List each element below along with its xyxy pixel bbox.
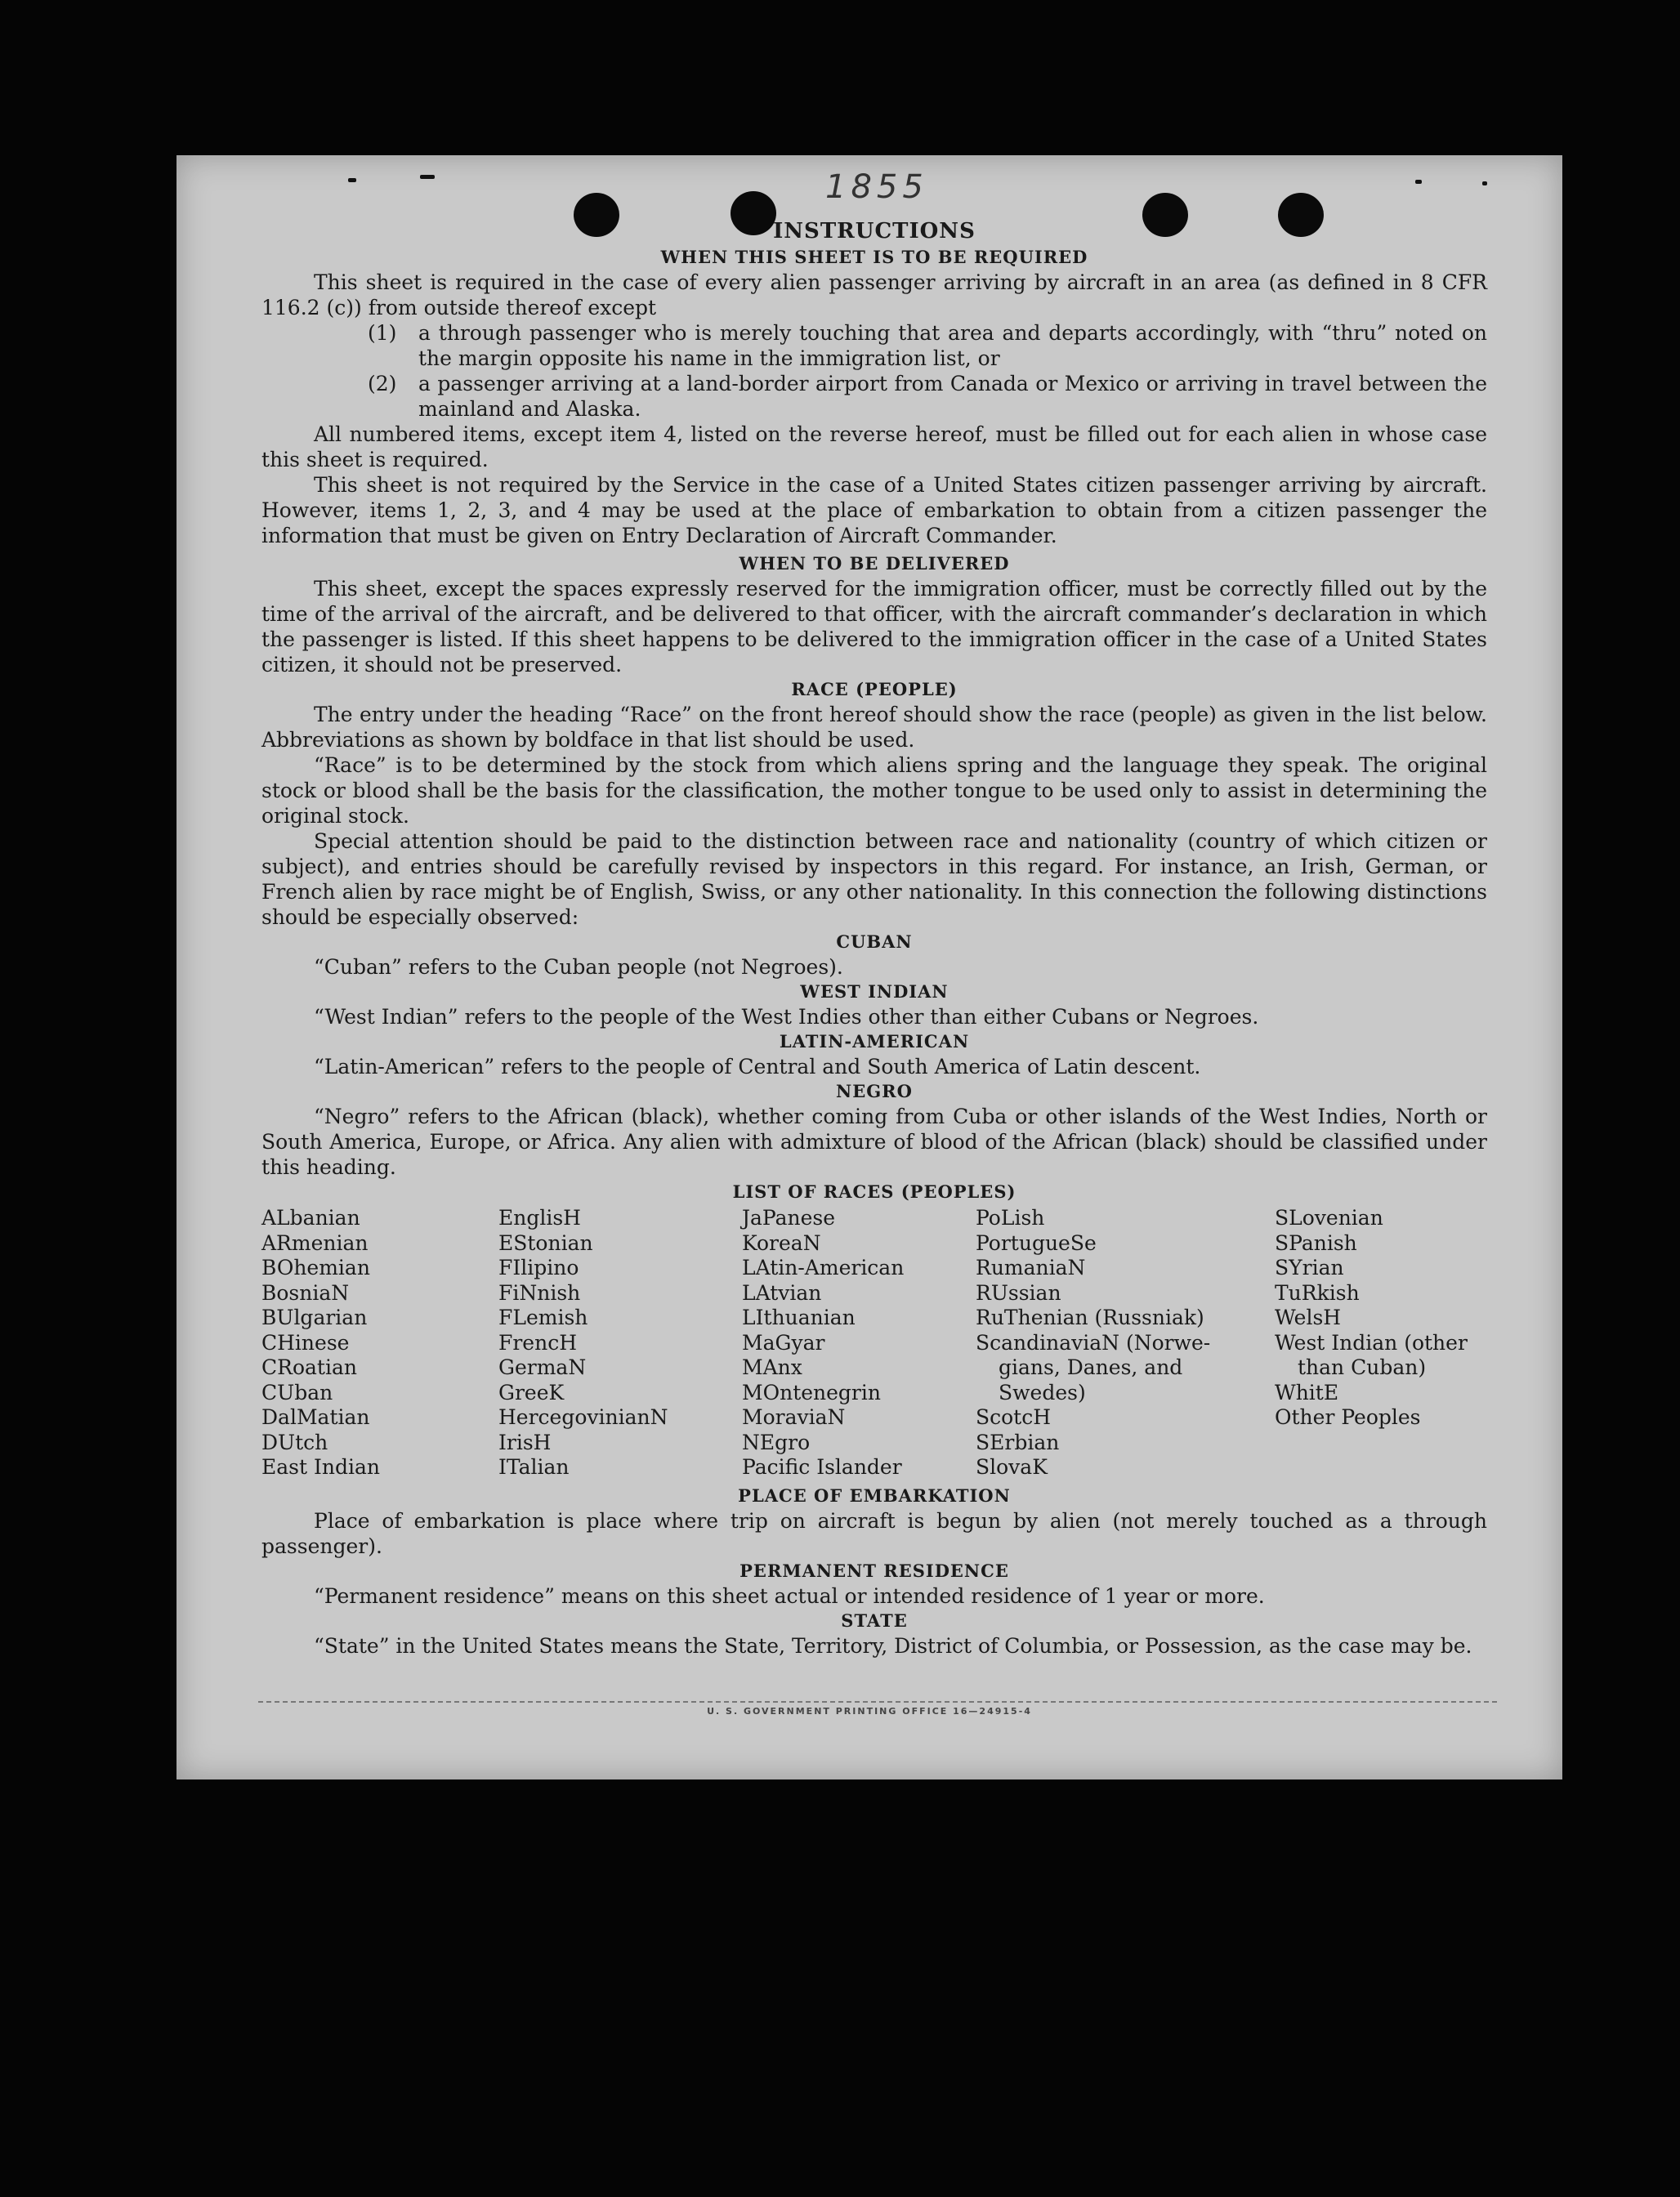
divider xyxy=(258,1701,1497,1703)
section-heading: PLACE OF EMBARKATION xyxy=(738,1485,1011,1506)
race-item: CHinese xyxy=(261,1330,350,1355)
paragraph: “Negro” refers to the African (black), whether coming from Cuba or other islands of the West Indies, North or South America, Europe, or Africa. Any alien with admixture of blood of the African (black) should be classified under this heading. xyxy=(261,1105,1487,1179)
race-item: DalMatian xyxy=(261,1405,370,1429)
race-item: FrencH xyxy=(498,1330,577,1355)
race-item: GermaN xyxy=(498,1355,587,1379)
paragraph: “State” in the United States means the State, Territory, District of Columbia, or Possession, as the case may be. xyxy=(314,1633,1472,1658)
speck-mark xyxy=(348,178,356,182)
race-item: SLovenian xyxy=(1275,1206,1383,1230)
race-item: MOntenegrin xyxy=(742,1380,881,1404)
speck-mark xyxy=(1415,180,1422,184)
race-item: ScotcH xyxy=(976,1405,1052,1429)
race-item: PoLish xyxy=(976,1206,1045,1230)
item-number: (1) xyxy=(368,321,397,345)
race-item: BosniaN xyxy=(261,1280,350,1305)
instructions-content xyxy=(261,217,1487,1659)
race-item: ITalian xyxy=(498,1455,570,1479)
paragraph: “West Indian” refers to the people of the West Indies other than either Cubans or Negroes. xyxy=(314,1005,1259,1029)
paragraph: This sheet is required in the case of every alien passenger arriving by aircraft in an area (as defined in 8 CFR 116.2 (c)) from outside thereof except xyxy=(261,270,1487,319)
race-list xyxy=(261,1206,1487,1480)
list-item xyxy=(261,371,1487,422)
section-heading: NEGRO xyxy=(836,1081,913,1101)
race-item: BOhemian xyxy=(261,1256,370,1279)
exceptions-list xyxy=(261,320,1487,422)
race-item: HercegovinianN xyxy=(498,1405,668,1429)
race-item: MaGyar xyxy=(742,1330,825,1355)
item-number: (2) xyxy=(368,372,397,395)
section-heading: WEST INDIAN xyxy=(800,981,949,1002)
paragraph: “Latin-American” refers to the people of Central and South America of Latin descent. xyxy=(314,1055,1201,1078)
race-item: CRoatian xyxy=(261,1355,357,1379)
race-item: KoreaN xyxy=(742,1230,821,1255)
race-column xyxy=(976,1206,1275,1480)
paragraph: “Permanent residence” means on this sheet actual or intended residence of 1 year or more. xyxy=(314,1583,1265,1608)
race-item: East Indian xyxy=(261,1455,380,1479)
race-item: SlovaK xyxy=(976,1455,1048,1479)
race-item: JaPanese xyxy=(742,1206,836,1230)
race-item: FLemish xyxy=(498,1306,588,1329)
race-item: WhitE xyxy=(1275,1380,1339,1404)
section-heading: STATE xyxy=(841,1610,908,1631)
section-heading: PERMANENT RESIDENCE xyxy=(739,1560,1009,1581)
paragraph: “Race” is to be determined by the stock from which aliens spring and the language they speak. The original stock or blood shall be the basis for the classification, the mother tongue to be used only to assist in determining the original stock. xyxy=(261,753,1487,828)
race-item: Other Peoples xyxy=(1275,1405,1421,1429)
race-column xyxy=(1275,1206,1487,1480)
race-item: West Indian (other xyxy=(1275,1330,1468,1355)
race-item: SYrian xyxy=(1275,1256,1344,1279)
speck-mark xyxy=(420,175,435,179)
race-item: LAtvian xyxy=(742,1280,822,1305)
race-item: PortugueSe xyxy=(976,1230,1097,1255)
section-heading: WHEN THIS SHEET IS TO BE REQUIRED xyxy=(660,247,1088,267)
handwritten-number: 1855 xyxy=(825,168,928,206)
race-item: CUban xyxy=(261,1380,333,1404)
speck-mark xyxy=(1482,181,1487,185)
document-sheet xyxy=(176,155,1562,1779)
section-heading: WHEN TO BE DELIVERED xyxy=(739,553,1010,574)
race-item: ScandinaviaN (Norwe- xyxy=(976,1330,1211,1355)
race-item: MAnx xyxy=(742,1355,802,1379)
race-item: FIlipino xyxy=(498,1256,579,1279)
race-item: GreeK xyxy=(498,1380,565,1404)
paragraph: Place of embarkation is place where trip on aircraft is begun by alien (not merely touched as a through passenger). xyxy=(261,1508,1487,1558)
item-text: a passenger arriving at a land-border airport from Canada or Mexico or arriving in travel between the mainland and Alaska. xyxy=(418,372,1487,421)
race-item: LIthuanian xyxy=(742,1306,856,1329)
paragraph: This sheet, except the spaces expressly reserved for the immigration officer, must be correctly filled out by the time of the arrival of the aircraft, and be delivered to that officer, with the aircraft commander’s declaration in which the passenger is listed. If this sheet happens to be delivered to the immigration officer in the case of a United States citizen, it should not be preserved. xyxy=(261,577,1487,677)
list-item xyxy=(261,320,1487,371)
section-heading: LIST OF RACES (PEOPLES) xyxy=(732,1181,1016,1202)
race-item: SErbian xyxy=(976,1430,1060,1454)
race-column xyxy=(498,1206,742,1480)
item-text: a through passenger who is merely touching that area and departs accordingly, with “thru” noted on the margin opposite his name in the immigration list, or xyxy=(418,321,1487,370)
race-item: RUssian xyxy=(976,1280,1061,1305)
race-column xyxy=(261,1206,498,1480)
section-heading: LATIN-AMERICAN xyxy=(779,1031,970,1052)
race-item: IrisH xyxy=(498,1430,552,1454)
race-item-continuation: Swedes) xyxy=(999,1380,1086,1404)
race-item-continuation: than Cuban) xyxy=(1298,1355,1427,1379)
printer-line: U. S. GOVERNMENT PRINTING OFFICE 16—24915-4 xyxy=(707,1706,1032,1717)
race-item: DUtch xyxy=(261,1430,328,1454)
race-item: BUlgarian xyxy=(261,1306,368,1329)
race-item: MoraviaN xyxy=(742,1405,846,1429)
section-heading: CUBAN xyxy=(836,931,913,952)
section-heading: RACE (PEOPLE) xyxy=(791,679,958,699)
race-item: NEgro xyxy=(742,1430,811,1454)
page-title: INSTRUCTIONS xyxy=(773,219,976,243)
paragraph: This sheet is not required by the Service in the case of a United States citizen passenger arriving by aircraft. However, items 1, 2, 3, and 4 may be used at the place of embarkation to obtain from a citizen passenger the information that must be given on Entry Declaration of Aircraft Commander. xyxy=(261,473,1487,547)
race-item: LAtin-American xyxy=(742,1256,905,1279)
race-item: FiNnish xyxy=(498,1280,581,1305)
paragraph: Special attention should be paid to the distinction between race and nationality (country of which citizen or subject), and entries should be carefully revised by inspectors in this regard. For instance, an Irish, German, or French alien by race might be of English, Swiss, or any other nationality. In this connection the following distinctions should be especially observed: xyxy=(261,829,1487,929)
race-item: Pacific Islander xyxy=(742,1455,902,1479)
paragraph: “Cuban” refers to the Cuban people (not Negroes). xyxy=(314,955,843,979)
race-column xyxy=(742,1206,976,1480)
race-item-continuation: gians, Danes, and xyxy=(999,1355,1183,1379)
race-item: SPanish xyxy=(1275,1230,1357,1255)
race-item: RumaniaN xyxy=(976,1256,1086,1279)
race-item: TuRkish xyxy=(1275,1280,1360,1305)
race-item: ALbanian xyxy=(261,1206,360,1230)
race-item: EnglisH xyxy=(498,1206,581,1230)
race-item: EStonian xyxy=(498,1230,593,1255)
race-item: ARmenian xyxy=(261,1230,369,1255)
race-item: WelsH xyxy=(1275,1306,1342,1329)
paragraph: The entry under the heading “Race” on the front hereof should show the race (people) as given in the list below. Abbreviations as shown by boldface in that list should be used. xyxy=(261,703,1487,752)
race-item: RuThenian (Russniak) xyxy=(976,1306,1204,1329)
paragraph: All numbered items, except item 4, listed on the reverse hereof, must be filled out for each alien in whose case this sheet is required. xyxy=(261,422,1487,471)
